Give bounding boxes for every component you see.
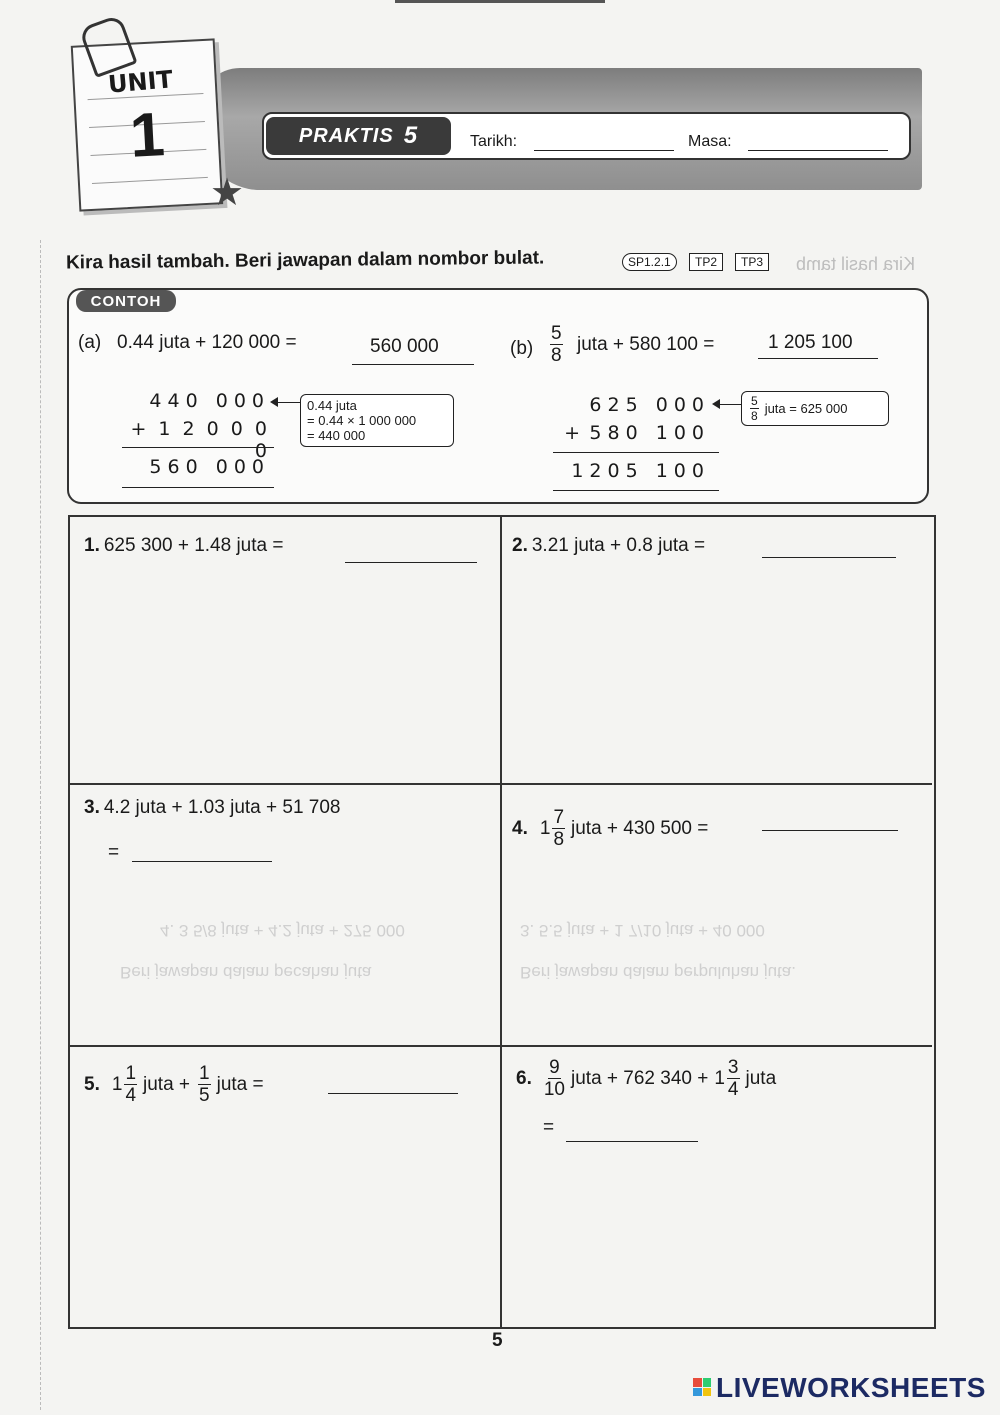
example-b-calc-row1: 625 000 bbox=[589, 394, 710, 416]
example-a-calc-row2: + 1 2 0 0 0 0 bbox=[130, 418, 270, 462]
bleed-through-text: Kira hasil tamb bbox=[795, 254, 915, 274]
question-6-whole: 1 bbox=[714, 1067, 725, 1089]
question-5-answer-field[interactable] bbox=[328, 1093, 458, 1094]
unit-number: 1 bbox=[128, 100, 167, 171]
example-b-answer: 1 205 100 bbox=[768, 332, 853, 353]
question-4 bbox=[512, 808, 708, 849]
sp-badge: SP1.2.1 bbox=[622, 253, 677, 271]
question-5-mid: juta + bbox=[143, 1073, 191, 1095]
question-6-answer-field[interactable] bbox=[566, 1141, 698, 1142]
example-a-answer: 560 000 bbox=[370, 336, 439, 357]
question-1-text: 625 300 + 1.48 juta = bbox=[103, 535, 284, 556]
example-a-note-line1: 0.44 juta bbox=[307, 398, 357, 413]
example-b-frac-n: 5 bbox=[551, 323, 562, 344]
bleed-through-text: 4. 3 5/8 juta + 4.2 juta + 275 000 bbox=[160, 921, 405, 940]
question-4-text: juta + 430 500 = bbox=[571, 817, 709, 839]
top-rule bbox=[395, 0, 605, 3]
example-b-calc-result: 1205 100 bbox=[571, 460, 710, 482]
question-3-work-area[interactable] bbox=[72, 880, 498, 1042]
bleed-through-text: Beri jawapan dalam pecahan juta bbox=[120, 963, 372, 982]
example-b-calc-sign: + bbox=[564, 422, 580, 444]
praktis-label: PRAKTIS bbox=[298, 124, 394, 147]
question-2-number: 2. bbox=[512, 535, 528, 556]
example-a-calc-row1: 440 000 bbox=[149, 390, 270, 412]
bleed-through-text: 3. 5.5 juta + 1 7/10 juta + 40 000 bbox=[520, 921, 765, 940]
liveworksheets-logo-icon bbox=[693, 1378, 711, 1396]
question-5-frac1-n: 1 bbox=[125, 1063, 137, 1084]
grid-divider-row1 bbox=[70, 783, 932, 785]
question-4-whole: 1 bbox=[539, 817, 551, 839]
unit-label: UNIT bbox=[106, 65, 174, 99]
question-5-work-area[interactable] bbox=[72, 1110, 498, 1322]
masa-label: Masa: bbox=[688, 133, 732, 150]
question-5 bbox=[84, 1064, 264, 1105]
question-1-number: 1. bbox=[84, 535, 100, 556]
example-a-calc-underline bbox=[122, 487, 274, 488]
question-5-number: 5. bbox=[84, 1073, 100, 1095]
question-6-equals: = bbox=[543, 1117, 555, 1138]
example-a-label: (a) bbox=[78, 332, 102, 353]
page-number: 5 bbox=[492, 1330, 503, 1351]
question-6-number: 6. bbox=[516, 1067, 532, 1089]
praktis-tab bbox=[266, 117, 451, 155]
liveworksheets-brand[interactable]: LIVEWORKSHEETS bbox=[716, 1372, 986, 1403]
question-6-work-area[interactable] bbox=[504, 1160, 930, 1322]
example-a-note-line3: = 440 000 bbox=[307, 428, 366, 443]
example-a-note-line2: = 0.44 × 1 000 000 bbox=[307, 413, 417, 428]
question-6-mid: juta + 762 340 + bbox=[571, 1067, 709, 1089]
question-5-frac2-d: 5 bbox=[199, 1085, 210, 1106]
question-6-end: juta bbox=[745, 1067, 777, 1089]
example-a-answer-line bbox=[352, 364, 474, 365]
question-3-text: 4.2 juta + 1.03 juta + 51 708 bbox=[103, 797, 341, 818]
tarikh-field[interactable] bbox=[534, 150, 674, 151]
question-5-end: juta = bbox=[216, 1073, 264, 1095]
question-5-frac2-n: 1 bbox=[199, 1063, 210, 1084]
question-3 bbox=[84, 797, 341, 819]
question-5-frac1-d: 4 bbox=[125, 1085, 137, 1106]
star-icon: ★ bbox=[210, 172, 245, 214]
example-a-calc-result: 560 000 bbox=[149, 456, 270, 478]
question-1 bbox=[84, 535, 283, 557]
praktis-number: 5 bbox=[403, 122, 419, 149]
instruction-text: Kira hasil tambah. Beri jawapan dalam nombor bulat. bbox=[65, 247, 545, 274]
example-b-answer-line bbox=[758, 358, 878, 359]
example-b-question: juta + 580 100 = bbox=[577, 334, 715, 355]
question-6-frac1-n: 9 bbox=[549, 1057, 560, 1078]
question-2-answer-field[interactable] bbox=[762, 557, 896, 558]
question-1-work-area[interactable] bbox=[72, 580, 498, 780]
question-4-number: 4. bbox=[512, 817, 528, 839]
example-b-note-frac-n: 5 bbox=[751, 394, 758, 408]
example-a-question: 0.44 juta + 120 000 = bbox=[117, 332, 297, 353]
question-6-frac2-n: 3 bbox=[727, 1057, 739, 1078]
example-b-note bbox=[741, 391, 889, 426]
question-4-answer-field[interactable] bbox=[762, 830, 898, 831]
question-2 bbox=[512, 535, 705, 557]
example-a-note bbox=[300, 394, 454, 447]
margin-line bbox=[40, 240, 41, 1410]
grid-divider-row2 bbox=[70, 1045, 932, 1047]
question-2-work-area[interactable] bbox=[504, 580, 930, 780]
question-6-frac1-d: 10 bbox=[543, 1079, 565, 1100]
arrow-line bbox=[719, 404, 741, 405]
arrow-line bbox=[277, 402, 301, 403]
example-a-calc-rule bbox=[122, 447, 274, 448]
tp3-badge: TP3 bbox=[735, 253, 769, 271]
question-6 bbox=[516, 1058, 776, 1099]
example-b-frac-d: 8 bbox=[551, 345, 562, 366]
example-b-calc-underline bbox=[553, 490, 719, 491]
example-b-note-frac-d: 8 bbox=[751, 409, 758, 423]
question-4-work-area[interactable] bbox=[504, 860, 930, 1042]
question-4-frac-n: 7 bbox=[553, 807, 565, 828]
example-b-calc-row2: 580 100 bbox=[589, 422, 710, 444]
question-2-text: 3.21 juta + 0.8 juta = bbox=[531, 535, 706, 556]
question-3-number: 3. bbox=[84, 797, 100, 818]
question-4-frac-d: 8 bbox=[553, 829, 565, 850]
grid-divider-vertical bbox=[500, 517, 502, 1327]
contoh-tag: CONTOH bbox=[76, 290, 176, 312]
example-b-calc-rule bbox=[553, 452, 719, 453]
tp2-badge: TP2 bbox=[689, 253, 723, 271]
tarikh-label: Tarikh: bbox=[470, 133, 518, 150]
masa-field[interactable] bbox=[748, 150, 888, 151]
question-5-whole: 1 bbox=[111, 1073, 123, 1095]
question-3-answer-field[interactable] bbox=[132, 861, 272, 862]
question-1-answer-field[interactable] bbox=[345, 562, 477, 563]
example-b-note-text: juta = 625 000 bbox=[764, 401, 848, 416]
example-b-fraction bbox=[548, 324, 565, 365]
example-b-label: (b) bbox=[510, 338, 534, 359]
bleed-through-text: Beri jawapan dalam perpuluhan juta. bbox=[520, 963, 796, 982]
question-3-equals: = bbox=[108, 842, 120, 863]
question-6-frac2-d: 4 bbox=[727, 1079, 739, 1100]
